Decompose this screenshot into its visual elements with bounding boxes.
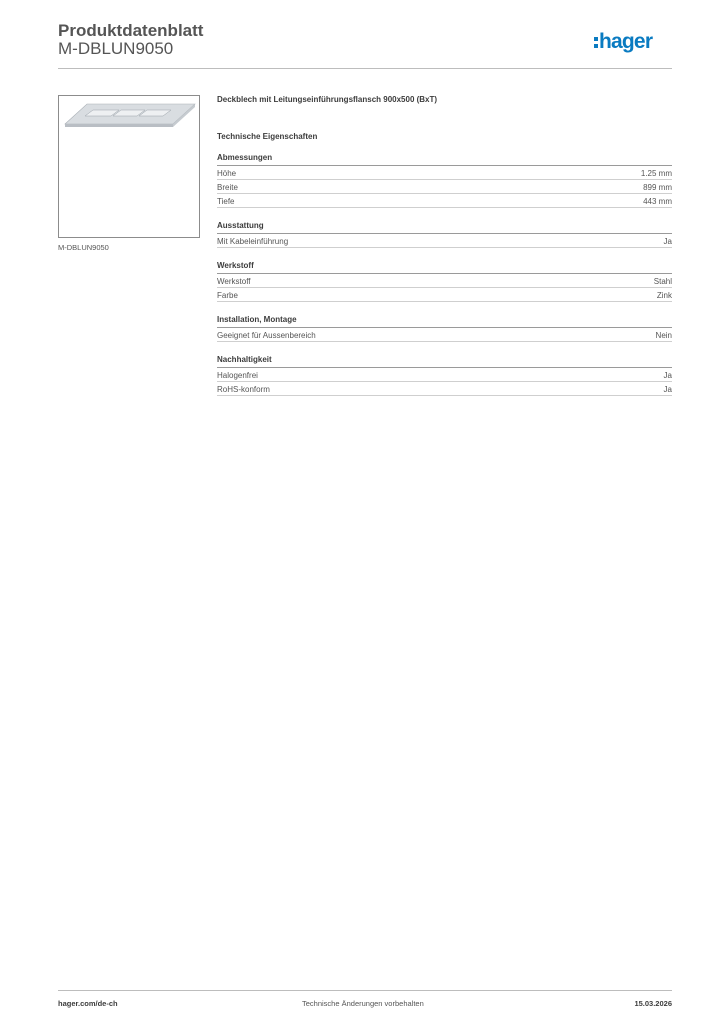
product-image	[58, 95, 200, 238]
spec-row	[217, 166, 672, 180]
spec-label: Werkstoff	[217, 277, 251, 286]
spec-value: Stahl	[653, 277, 672, 286]
spec-group-ausstattung	[217, 220, 672, 248]
spec-value: 443 mm	[643, 197, 672, 206]
spec-value: Ja	[663, 237, 672, 246]
spec-group-title: Werkstoff	[217, 260, 672, 274]
spec-label: Höhe	[217, 169, 237, 178]
spec-group-title: Installation, Montage	[217, 314, 672, 328]
spec-label: RoHS-konform	[217, 385, 270, 394]
spec-group-nachhaltigkeit	[217, 354, 672, 396]
spec-row	[217, 328, 672, 342]
spec-row	[217, 368, 672, 382]
spec-value: 899 mm	[643, 183, 672, 192]
spec-value: 1.25 mm	[640, 169, 672, 178]
spec-row	[217, 234, 672, 248]
footer-date: 15.03.2026	[634, 999, 672, 1008]
specification-content	[217, 94, 672, 396]
spec-label: Tiefe	[217, 197, 235, 206]
spec-value: Ja	[663, 371, 672, 380]
spec-row	[217, 180, 672, 194]
footer-notice: Technische Änderungen vorbehalten	[302, 999, 424, 1008]
document-subtitle: M-DBLUN9050	[58, 39, 174, 58]
footer-website-link[interactable]: hager.com/de-ch	[58, 999, 118, 1008]
spec-label: Halogenfrei	[217, 371, 258, 380]
spec-row	[217, 382, 672, 396]
spec-group-abmessungen	[217, 152, 672, 208]
spec-group-title: Nachhaltigkeit	[217, 354, 672, 368]
spec-row	[217, 288, 672, 302]
spec-row	[217, 274, 672, 288]
spec-group-werkstoff	[217, 260, 672, 302]
spec-row	[217, 194, 672, 208]
spec-group-title: Ausstattung	[217, 220, 672, 234]
section-heading: Technische Eigenschaften	[217, 132, 318, 141]
footer-divider	[58, 990, 672, 991]
document-title: Produktdatenblatt	[58, 21, 204, 40]
header-divider	[58, 68, 672, 69]
spec-value: Ja	[663, 385, 672, 394]
spec-label: Breite	[217, 183, 238, 192]
spec-label: Farbe	[217, 291, 238, 300]
spec-value: Nein	[655, 331, 672, 340]
image-caption: M-DBLUN9050	[58, 243, 109, 252]
product-description: Deckblech mit Leitungseinführungsflansch 900x500 (BxT)	[217, 95, 438, 104]
spec-value: Zink	[656, 291, 672, 300]
logo-dot-bottom	[594, 44, 598, 48]
hager-logo	[594, 29, 674, 55]
spec-group-title: Abmessungen	[217, 152, 672, 166]
spec-label: Mit Kabeleinführung	[217, 237, 289, 246]
spec-group-installation	[217, 314, 672, 342]
spec-label: Geeignet für Aussenbereich	[217, 331, 316, 340]
logo-wordmark: hager	[599, 30, 653, 53]
logo-dot-top	[594, 37, 598, 41]
cover-plate-illustration	[59, 96, 199, 237]
